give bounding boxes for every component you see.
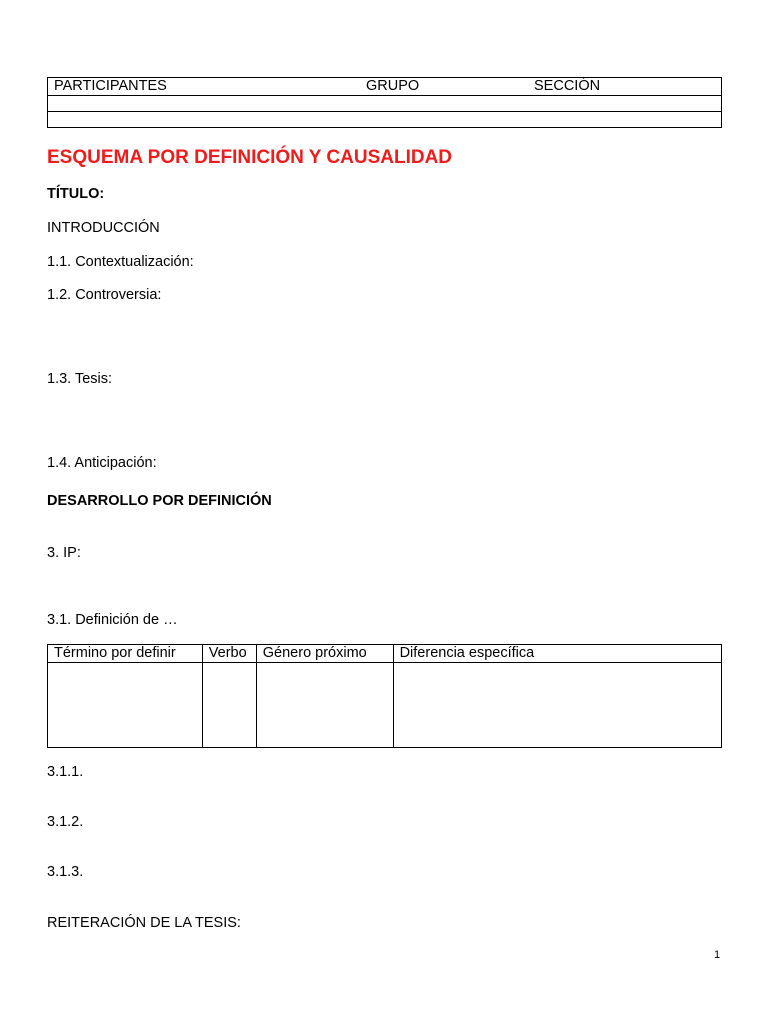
subitem-312: 3.1.2. (47, 814, 84, 830)
cell-diferencia[interactable] (393, 663, 721, 748)
page-number: 1 (714, 949, 721, 961)
subitem-313: 3.1.3. (47, 864, 84, 880)
participants-blank-row-2[interactable] (48, 112, 722, 128)
contextualizacion-item: 1.1. Contextualización: (47, 254, 194, 270)
participants-blank-row-1[interactable] (48, 96, 722, 112)
tesis-item: 1.3. Tesis: (47, 371, 113, 387)
header-genero: Género próximo (256, 645, 393, 663)
header-diferencia: Diferencia específica (393, 645, 721, 663)
group-label: GRUPO (366, 78, 420, 94)
header-termino: Término por definir (48, 645, 203, 663)
subitem-311: 3.1.1. (47, 764, 84, 780)
definicion-item: 3.1. Definición de … (47, 612, 178, 628)
participants-header-row (48, 78, 722, 96)
controversia-item: 1.2. Controversia: (47, 287, 162, 303)
header-verbo: Verbo (202, 645, 256, 663)
participants-table (47, 77, 722, 128)
anticipacion-item: 1.4. Anticipación: (47, 455, 157, 471)
reiteracion-heading: REITERACIÓN DE LA TESIS: (47, 915, 241, 931)
cell-termino[interactable] (48, 663, 203, 748)
definition-table (47, 644, 722, 748)
ip-item: 3. IP: (47, 545, 81, 561)
participants-label: PARTICIPANTES (54, 78, 167, 94)
section-label: SECCIÓN (534, 78, 601, 94)
document-title: ESQUEMA POR DEFINICIÓN Y CAUSALIDAD (47, 147, 453, 168)
introduccion-heading: INTRODUCCIÓN (47, 220, 160, 236)
titulo-label: TÍTULO: (47, 186, 105, 202)
cell-genero[interactable] (256, 663, 393, 748)
cell-verbo[interactable] (202, 663, 256, 748)
desarrollo-heading: DESARROLLO POR DEFINICIÓN (47, 493, 272, 509)
